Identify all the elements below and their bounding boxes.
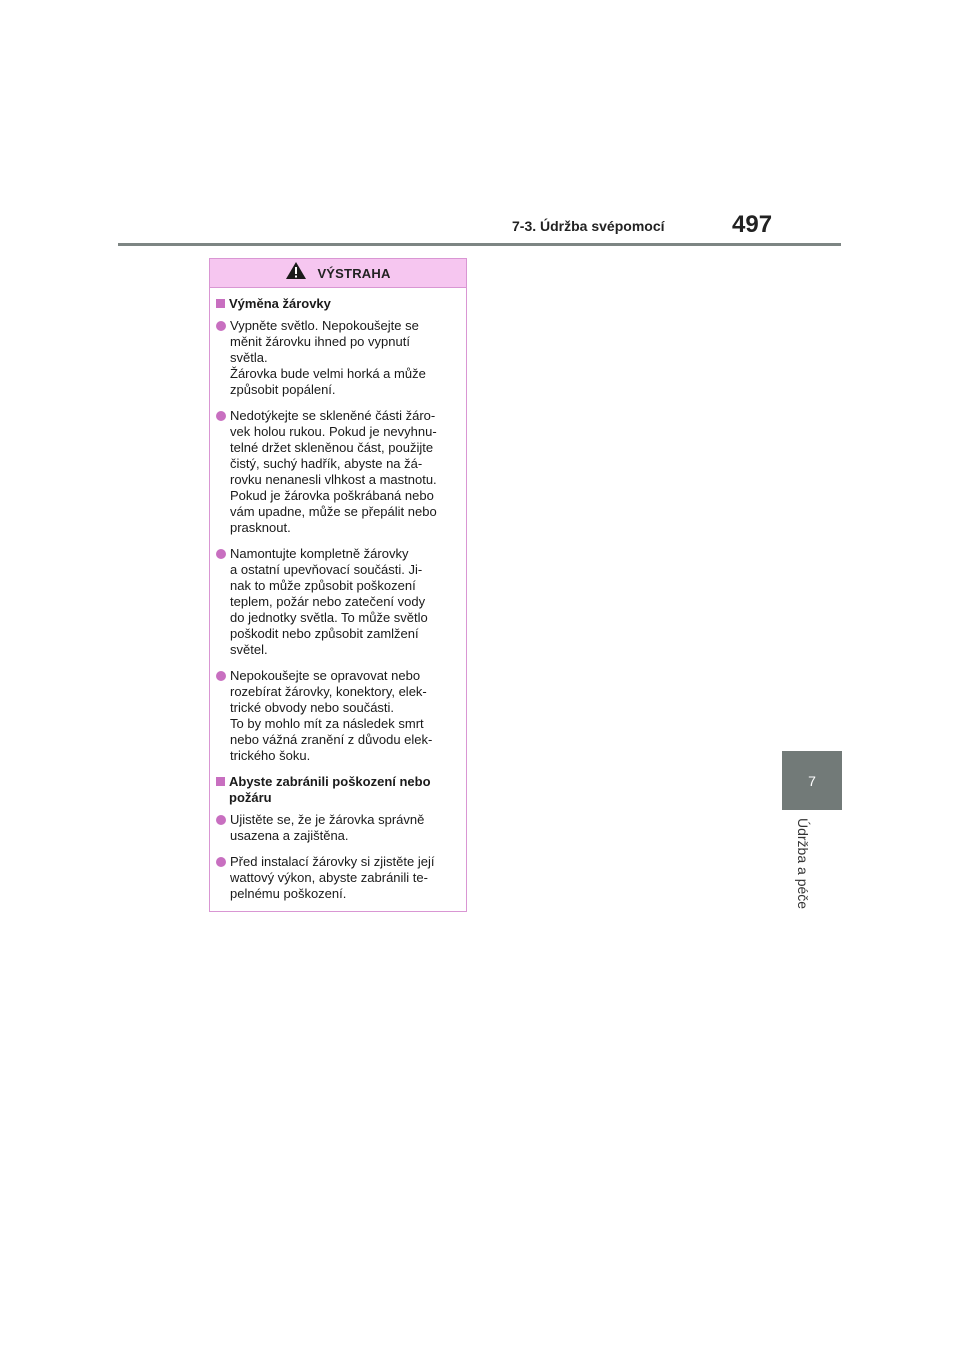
warning-header	[210, 259, 466, 288]
chapter-tab: 7	[782, 751, 842, 810]
round-bullet-icon	[216, 321, 226, 331]
warning-body	[210, 288, 466, 902]
list-item	[216, 318, 460, 398]
warning-title: VÝSTRAHA	[317, 265, 391, 281]
page-number: 497	[732, 211, 773, 238]
header-section-title: 7-3. Údržba svépomocí	[512, 218, 665, 234]
list-item-text: Vypněte světlo. Nepokoušejte se měnit žárovku ihned po vypnutí světla. Žárovka bude velmi horká a může způsobit popálení.	[230, 318, 426, 397]
list-item	[216, 812, 460, 844]
list-item	[216, 668, 460, 764]
list-item-text: Namontujte kompletně žárovky a ostatní upevňovací součásti. Ji- nak to může způsobit poškození teplem, požár nebo zatečení vody do jednotky světla. To může světlo poškodit nebo způsobit zamlžení světel.	[230, 546, 428, 657]
list-item	[216, 546, 460, 658]
list-item-text: Před instalací žárovky si zjistěte její wattový výkon, abyste zabránili te- pelnému poškození.	[230, 854, 435, 901]
round-bullet-icon	[216, 857, 226, 867]
square-bullet-icon	[216, 777, 225, 786]
list-item	[216, 854, 460, 902]
section-heading-text: Abyste zabránili poškození nebo požáru	[229, 774, 431, 805]
list-item-text: Nepokoušejte se opravovat nebo rozebírat žárovky, konektory, elek- trické obvody nebo součásti. To by mohlo mít za následek smrt nebo vážná zranění z důvodu elek- trického šoku.	[230, 668, 433, 763]
round-bullet-icon	[216, 549, 226, 559]
square-bullet-icon	[216, 299, 225, 308]
chapter-title: Údržba a péče	[795, 818, 811, 910]
list-item-text: Ujistěte se, že je žárovka správně usazena a zajištěna.	[230, 812, 425, 843]
round-bullet-icon	[216, 815, 226, 825]
list-item	[216, 408, 460, 536]
header-rule	[118, 243, 841, 246]
section-heading	[216, 774, 460, 806]
section-heading-text: Výměna žárovky	[229, 296, 331, 311]
list-item-text: Nedotýkejte se skleněné části žáro- vek holou rukou. Pokud je nevyhnu- telné držet skleněnou část, použijte čistý, suchý hadřík, abyste na žá- rovku nenanesli vlhkost a mastnotu. Pokud je žárovka poškrábaná nebo vám upadne, může se přepálit nebo prasknout.	[230, 408, 437, 535]
round-bullet-icon	[216, 411, 226, 421]
round-bullet-icon	[216, 671, 226, 681]
section-heading	[216, 296, 460, 312]
warning-box	[209, 258, 467, 912]
warning-triangle-icon	[285, 261, 307, 285]
